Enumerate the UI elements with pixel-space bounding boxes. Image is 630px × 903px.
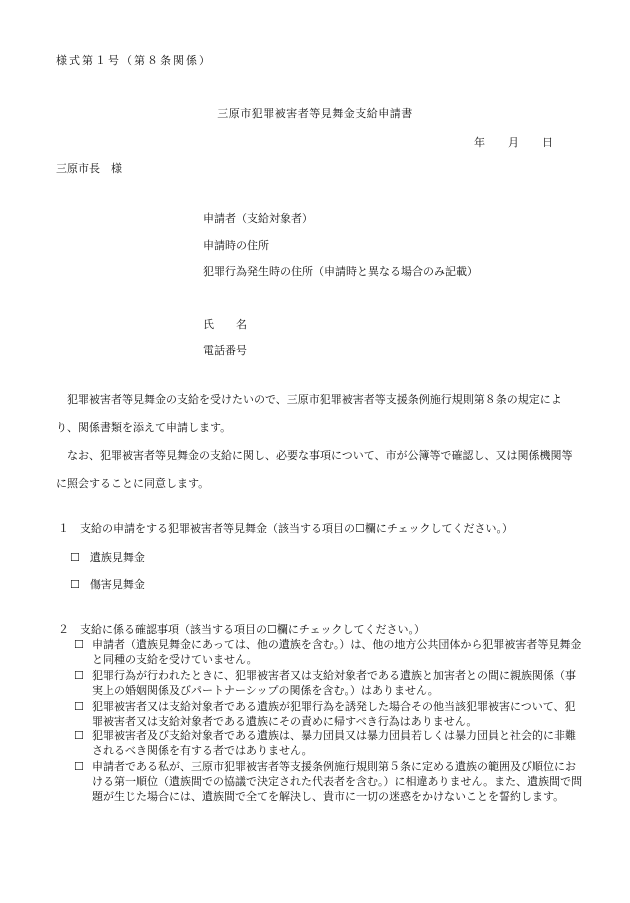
section1-heading: １ 支給の申請をする犯罪被害者等見舞金（該当する項目の☐欄にチェックしてください。） <box>58 522 514 535</box>
confirmation-item[interactable] <box>74 728 586 758</box>
confirmation-item[interactable] <box>74 759 586 804</box>
checkbox-icon[interactable]: ☐ <box>74 760 84 773</box>
checkbox-icon[interactable]: ☐ <box>70 578 80 591</box>
option-label: 傷害見舞金 <box>89 578 145 591</box>
checkbox-icon[interactable]: ☐ <box>74 700 84 713</box>
confirmation-text: 犯罪被害者及び支給対象者である遺族は、暴力団員又は暴力団員若しくは暴力団員と社会的に非難されるべき関係を有する者ではありません。 <box>92 729 576 757</box>
option-bereaved-benefit[interactable] <box>70 549 145 565</box>
form-number: 様式第１号（第８条関係） <box>56 54 212 67</box>
phone-label: 電話番号 <box>203 344 247 357</box>
confirmation-text: 犯罪行為が行われたときに、犯罪被害者又は支給対象者である遺族と加害者との間に親族関係（事実上の婚姻関係及びパートナーシップの関係を含む。）はありません。 <box>92 669 576 697</box>
addressee: 三原市長 様 <box>56 162 122 175</box>
confirmation-text: 犯罪被害者又は支給対象者である遺族が犯罪行為を誘発した場合その他当該犯罪被害について、犯罪被害者又は支給対象者である遺族にその責めに帰すべき行為はありません。 <box>92 700 576 728</box>
option-label: 遺族見舞金 <box>89 551 145 564</box>
section2-heading: ２ 支給に係る確認事項（該当する項目の☐欄にチェックしてください。） <box>58 623 426 636</box>
confirmation-item[interactable] <box>74 668 586 698</box>
checkbox-icon[interactable]: ☐ <box>74 669 84 682</box>
confirmation-text: 申請者（遺族見舞金にあっては、他の遺族を含む。）は、他の地方公共団体から犯罪被害者等見舞金と同種の支給を受けていません。 <box>92 638 582 666</box>
checkbox-icon[interactable]: ☐ <box>70 551 80 564</box>
date-month[interactable]: 月 <box>508 136 519 149</box>
confirmation-item[interactable] <box>74 637 586 667</box>
checkbox-icon[interactable]: ☐ <box>74 729 84 742</box>
page-title: 三原市犯罪被害者等見舞金支給申請書 <box>217 107 413 120</box>
body-paragraph-1: 犯罪被害者等見舞金の支給を受けたいので、三原市犯罪被害者等支援条例施行規則第８条の規定により、関係書類を添えて申請します。 <box>56 393 562 434</box>
name-label: 氏 名 <box>203 318 247 331</box>
date-line <box>474 134 553 150</box>
option-injury-benefit[interactable] <box>70 576 145 592</box>
crime-address-label: 犯罪行為発生時の住所（申請時と異なる場合のみ記載） <box>203 265 478 278</box>
body-paragraph-2: なお、犯罪被害者等見舞金の支給に関し、必要な事項について、市が公簿等で確認し、又は関係機関等に照会することに同意します。 <box>56 449 573 490</box>
confirmation-item[interactable] <box>74 699 586 729</box>
date-day[interactable]: 日 <box>542 136 553 149</box>
date-year[interactable]: 年 <box>474 136 485 149</box>
address-label: 申請時の住所 <box>203 239 269 252</box>
checkbox-icon[interactable]: ☐ <box>74 638 84 651</box>
applicant-label: 申請者（支給対象者） <box>203 212 313 225</box>
confirmation-text: 申請者である私が、三原市犯罪被害者等支援条例施行規則第５条に定める遺族の範囲及び順位における第一順位（遺族間での協議で決定された代表者を含む。）に相違ありません。また、遺族間で問題が生じた場合には、遺族間で全てを解決し、貴市に一切の迷惑をかけないことを誓約します。 <box>92 760 583 803</box>
